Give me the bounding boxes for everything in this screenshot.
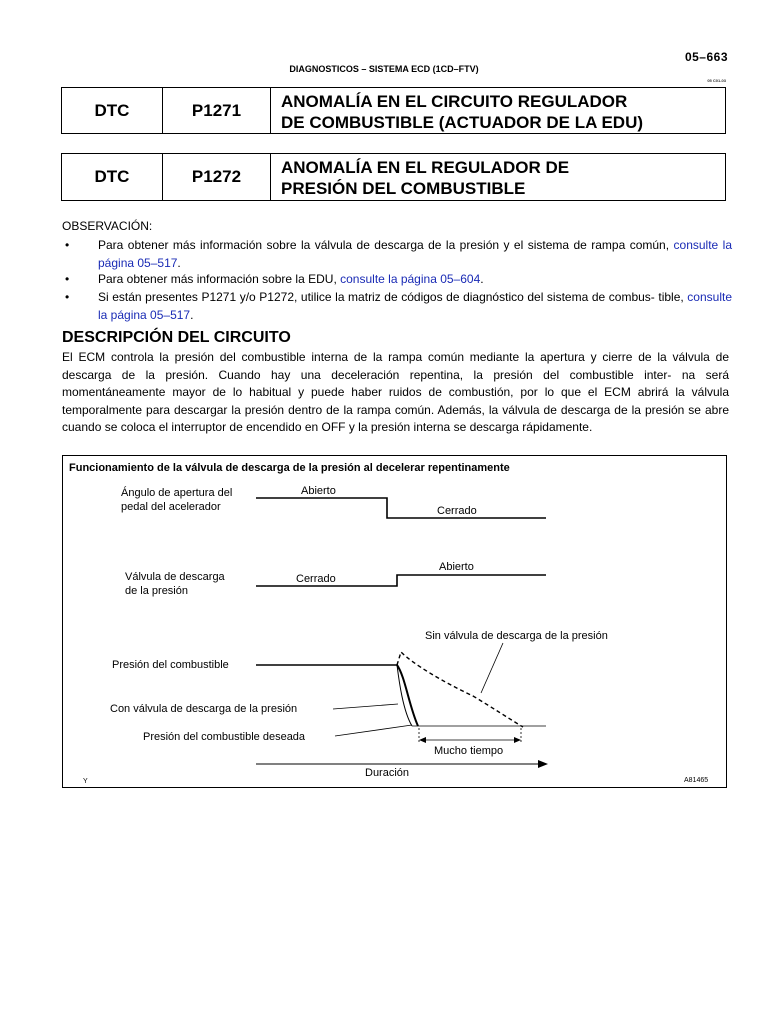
observation-title: OBSERVACIÓN: <box>62 219 153 233</box>
dtc-title-line2: PRESIÓN DEL COMBUSTIBLE <box>281 179 526 198</box>
page-reference-link[interactable]: consulte la página 05–517 <box>98 238 732 270</box>
with-valve-label: Con válvula de descarga de la presión <box>110 703 298 715</box>
dtc-label: DTC <box>62 88 163 133</box>
observation-item <box>62 236 732 272</box>
dtc-title <box>271 88 725 133</box>
duration-axis-arrow <box>538 760 548 768</box>
dtc-title-line2: DE COMBUSTIBLE (ACTUADOR DE LA EDU) <box>281 113 644 132</box>
accel-pedal-signal <box>256 498 546 518</box>
accel-closed-label: Cerrado <box>437 505 477 517</box>
leader-without-valve <box>481 643 503 693</box>
dtc-box-p1271 <box>61 87 726 134</box>
observation-item <box>62 288 732 324</box>
observation-text: Para obtener más información sobre la válvula de descarga de la presión y el sistema de rampa común, consulte la página 05–517. <box>98 238 732 270</box>
figure-corner-mark: Y <box>83 778 88 785</box>
accel-pedal-label: Ángulo de apertura del pedal del acelerador <box>121 487 233 513</box>
observation-text: Si están presentes P1271 y/o P1272, utilice la matriz de códigos de diagnóstico del sistema de combus- tible, consulte la página 05–517. <box>98 290 732 322</box>
leader-with-valve <box>333 704 398 709</box>
dtc-label: DTC <box>62 154 163 200</box>
corner-code: 05 C01-03 <box>707 78 726 83</box>
pressure-drop-thin-curve <box>397 665 412 726</box>
dtc-title-line1: ANOMALÍA EN EL CIRCUITO REGULADOR <box>281 92 628 111</box>
long-time-arrow-left <box>419 737 426 743</box>
without-valve-label: Sin válvula de descarga de la presión <box>425 630 608 642</box>
circuit-description-body: El ECM controla la presión del combustible interna de la rampa común mediante la apertura y cierre de la válvula de descarga de la presión. Cuando hay una deceleración repentina, la presión del combustible inter- na será momentáneamente mayor de lo habitual y puede haber ruidos de combustión, por lo que el ECM abrirá la válvula temporalmente para descargar la presión dentro de la rampa común. Además, la válvula de descarga de la presión se abre cuando se coloca el interruptor de encendido en OFF y la presión interna se descarga rápidamente. <box>62 350 729 435</box>
observation-text: Para obtener más información sobre la EDU, consulte la página 05–604. <box>98 272 484 286</box>
long-time-label: Mucho tiempo <box>434 745 504 757</box>
dtc-code: P1271 <box>163 88 271 133</box>
dtc-code: P1272 <box>163 154 271 200</box>
figure-title: Funcionamiento de la válvula de descarga de la presión al decelerar repentinamente <box>69 462 510 474</box>
observation-item <box>62 270 732 288</box>
leader-target <box>335 725 412 736</box>
accel-open-label: Abierto <box>301 485 336 497</box>
page-reference-link[interactable]: consulte la página 05–517 <box>98 290 732 322</box>
valve-closed-label: Cerrado <box>296 573 336 585</box>
dtc-title <box>271 154 725 200</box>
bullet: • <box>65 238 70 252</box>
bullet: • <box>65 290 70 304</box>
target-pressure-label: Presión del combustible deseada <box>143 731 306 743</box>
page-reference-link[interactable]: consulte la página 05–604 <box>340 272 481 286</box>
dtc-title-line1: ANOMALÍA EN EL REGULADOR DE <box>281 158 570 177</box>
figure-code: A81465 <box>684 777 709 784</box>
valve-open-label: Abierto <box>439 561 474 573</box>
long-time-arrow-right <box>514 737 521 743</box>
valve-label: Válvula de descarga de la presión <box>125 571 225 597</box>
dtc-box-p1272 <box>61 153 726 201</box>
bullet: • <box>65 272 70 286</box>
page-number: 05–663 <box>684 50 728 64</box>
fuel-pressure-label: Presión del combustible <box>112 659 229 671</box>
valve-operation-figure <box>62 455 727 788</box>
pressure-without-valve-curve <box>397 652 523 727</box>
circuit-description-heading: DESCRIPCIÓN DEL CIRCUITO <box>62 329 291 346</box>
duration-label: Duración <box>365 767 410 779</box>
section-header: DIAGNOSTICOS – SISTEMA ECD (1CD–FTV) <box>289 64 479 74</box>
